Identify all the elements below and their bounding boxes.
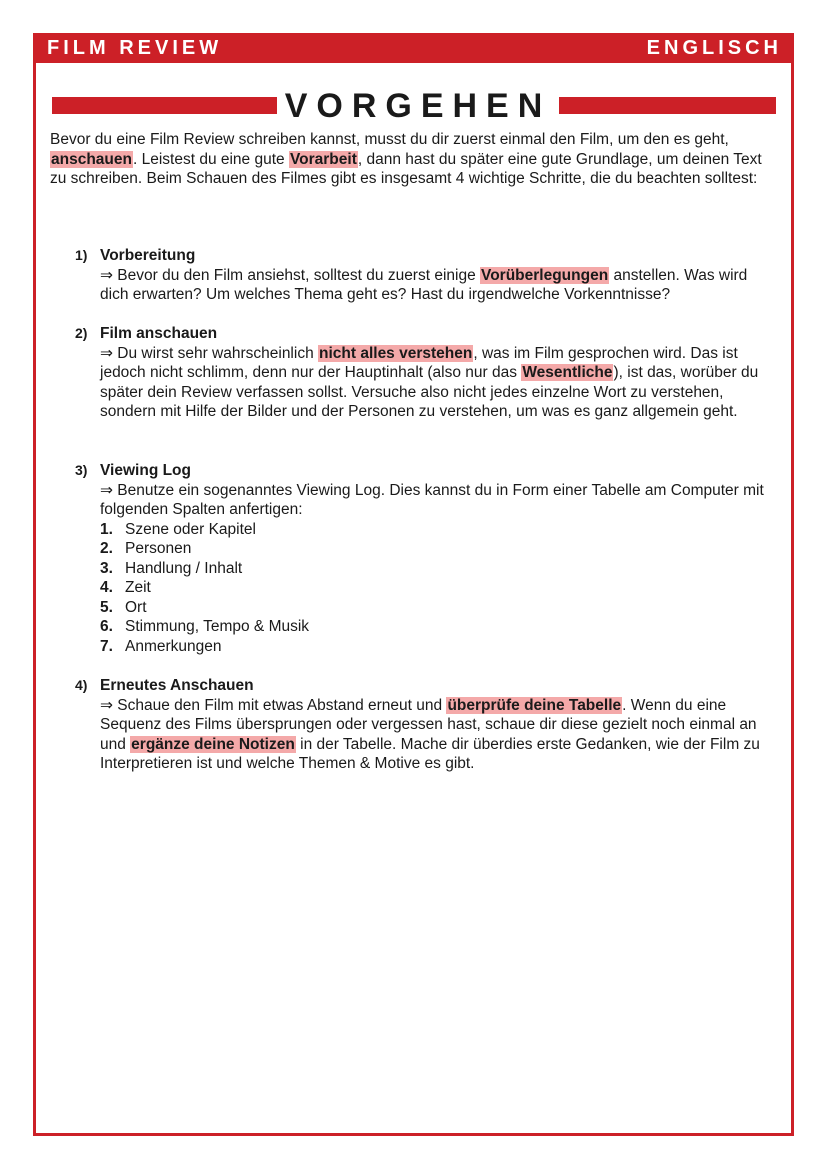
intro-highlight-anschauen: anschauen [51, 150, 132, 168]
list-item-number: 3. [100, 559, 113, 577]
list-item [100, 637, 765, 657]
list-item-number: 1. [100, 520, 113, 538]
page-title: VORGEHEN [284, 87, 552, 125]
list-item-text: Personen [125, 540, 192, 557]
step-number: 2) [75, 325, 88, 341]
intro-paragraph [50, 130, 776, 189]
step-title: Viewing Log [100, 462, 191, 479]
highlight-vorueberlegungen: Vorüberlegungen [481, 266, 609, 284]
list-item-number: 6. [100, 618, 113, 635]
list-item [100, 520, 765, 540]
step-number: 1) [75, 247, 88, 263]
list-item [100, 598, 765, 618]
intro-text-2: . Leistest du eine gute [132, 150, 289, 168]
step-text: ⇒ Benutze ein sogenanntes Viewing Log. Dies kannst du in Form einer Tabelle am Computer mit folgenden Spalten anfertigen: [100, 481, 764, 518]
header-bar [33, 33, 794, 63]
list-item [100, 559, 765, 579]
intro-text-3: , dann hast du später eine gute Grundlage, um deinen Text zu schreiben. Beim Schauen des Filmes gibt es insgesamt 4 wichtige Schritte, die du beachten solltest: [50, 150, 762, 187]
step-title: Film anschauen [100, 325, 218, 342]
step-text: ), ist das, worüber du später dein Review verfassen sollst. Versuche also nicht jedes einzelne Wort zu verstehen, sondern mit Hilfe der Bilder und der Personen zu verstehen, um was es ganz allgemein geht. [100, 364, 759, 420]
viewing-log-columns-list [100, 520, 765, 657]
highlight-nicht-alles-verstehen: nicht alles verstehen [319, 344, 473, 362]
intro-highlight-vorarbeit: Vorarbeit [289, 150, 357, 168]
step-number: 4) [75, 677, 88, 693]
title-bar-left [52, 97, 277, 114]
step-text: ⇒ Du wirst sehr wahrscheinlich [100, 344, 318, 362]
header-right-label: ENGLISCH [646, 37, 782, 59]
step-title: Vorbereitung [100, 247, 196, 264]
list-item [100, 539, 765, 559]
title-row [52, 86, 776, 126]
header-left-label: FILM REVIEW [47, 37, 223, 59]
step-body [100, 266, 765, 305]
step-body [100, 696, 765, 774]
highlight-wesentliche: Wesentliche [522, 364, 613, 381]
intro-text-1: Bevor du eine Film Review schreiben kannst, musst du dir zuerst einmal den Film, um den es geht, [50, 131, 729, 148]
step-number: 3) [75, 462, 88, 478]
list-item-text: Anmerkungen [125, 637, 222, 655]
list-item-text: Szene oder Kapitel [125, 520, 256, 538]
step-text: , was im Film gesprochen wird. Das ist jedoch nicht schlimm, denn nur der Hauptinhalt (also nur das [100, 344, 738, 381]
list-item-number: 7. [100, 637, 113, 655]
list-item-number: 2. [100, 540, 113, 557]
list-item-number: 5. [100, 598, 113, 616]
step-text: ⇒ Schaue den Film mit etwas Abstand erneut und [100, 696, 447, 714]
step-body [100, 344, 765, 422]
list-item-text: Stimmung, Tempo & Musik [125, 618, 310, 635]
list-item [100, 578, 765, 598]
step-text: anstellen. Was wird dich erwarten? Um welches Thema geht es? Hast du irgendwelche Vorkenntnisse? [100, 266, 748, 303]
list-item-text: Ort [125, 598, 147, 616]
step-text: in der Tabelle. Mache dir überdies erste Gedanken, wie der Film zu Interpretieren ist und welche Themen & Motive es gibt. [100, 735, 760, 772]
title-bar-right [559, 97, 776, 114]
step-text: . Wenn du eine Sequenz des Films übersprungen oder vergessen hast, schaue dir diese gezielt noch einmal an und [100, 696, 757, 753]
list-item-text: Zeit [125, 579, 151, 596]
step-text: ⇒ Bevor du den Film ansiehst, solltest du zuerst einige [100, 266, 481, 284]
list-item-text: Handlung / Inhalt [125, 559, 243, 577]
list-item [100, 617, 765, 637]
highlight-ueberpruefe-tabelle: überprüfe deine Tabelle [447, 696, 622, 714]
step-title: Erneutes Anschauen [100, 677, 254, 694]
list-item-number: 4. [100, 579, 113, 596]
highlight-ergaenze-notizen: ergänze deine Notizen [131, 735, 295, 753]
step-body [100, 481, 765, 657]
